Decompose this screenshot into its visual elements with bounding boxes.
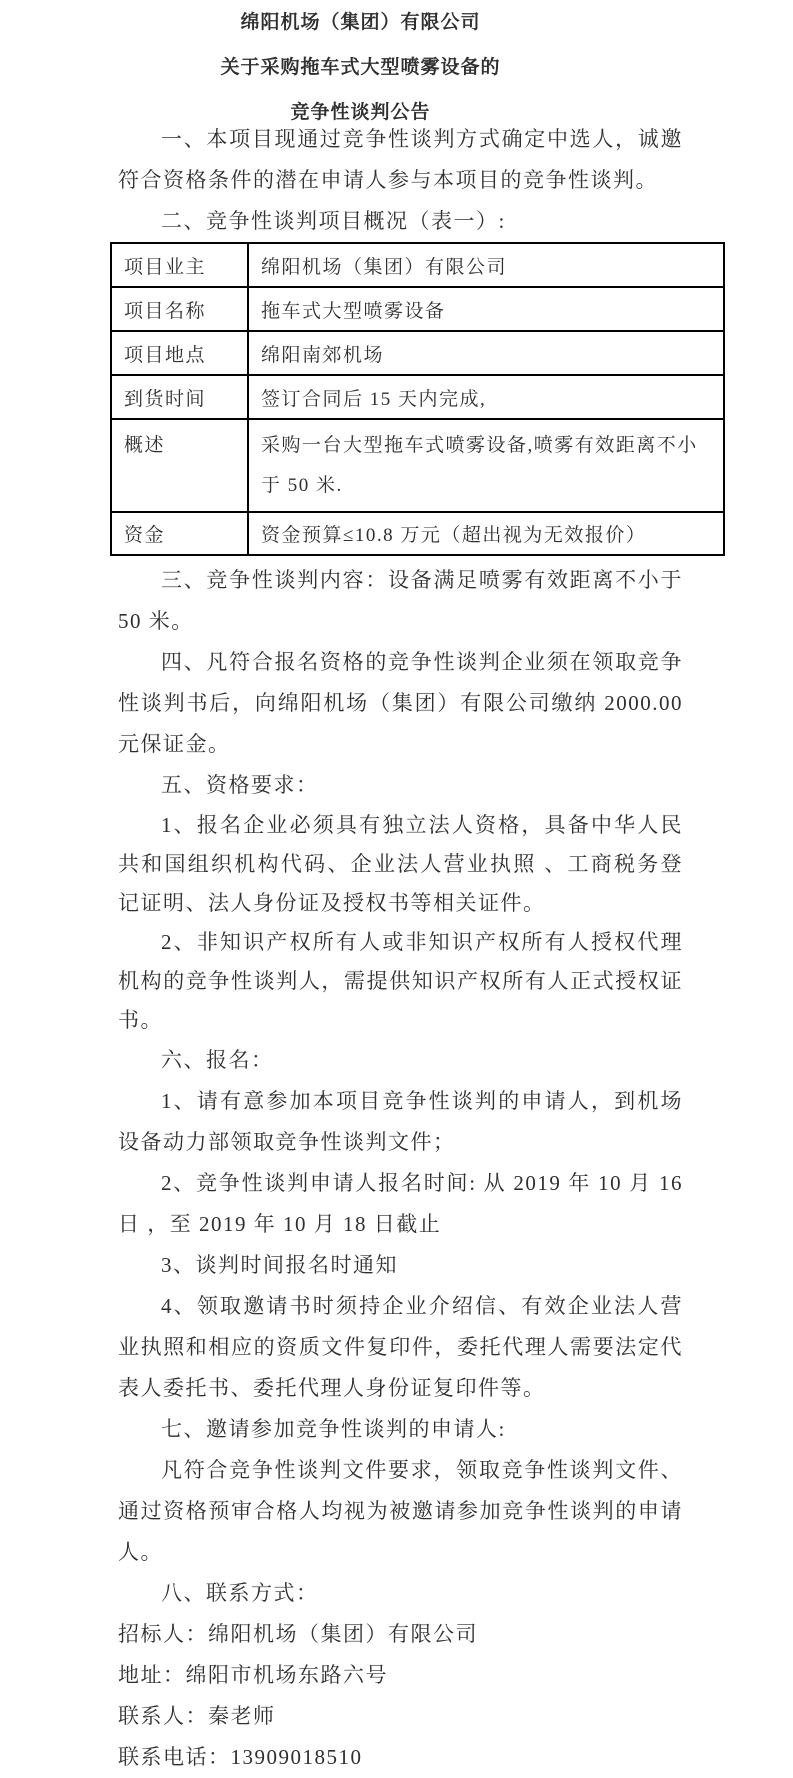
- row-value: 资金预算≤10.8 万元（超出视为无效报价）: [248, 512, 724, 555]
- section-5-title: 五、资格要求：: [161, 773, 319, 797]
- row-value: 绵阳南郊机场: [248, 331, 724, 375]
- contact-person: 联系人：秦老师: [118, 1704, 276, 1728]
- section-3-content: 三、竞争性谈判内容：设备满足喷雾有效距离不小于 50 米。: [118, 568, 683, 633]
- section-4-deposit: 四、凡符合报名资格的竞争性谈判企业须在领取竞争性谈判书后，向绵阳机场（集团）有限公司缴纳 2000.00 元保证金。: [118, 650, 683, 756]
- row-value: 拖车式大型喷雾设备: [248, 287, 724, 331]
- row-label: 到货时间: [111, 375, 248, 419]
- document-title-type: 竞争性谈判公告: [290, 102, 431, 123]
- row-value: 采购一台大型拖车式喷雾设备,喷雾有效距离不小于 50 米.: [248, 419, 724, 512]
- announcement-document: [110, 0, 698, 1778]
- section-1-intro: 一、本项目现通过竞争性谈判方式确定中选人，诚邀符合资格条件的潜在申请人参与本项目的竞争性谈判。: [118, 127, 683, 192]
- document-title-subject: 关于采购拖车式大型喷雾设备的: [220, 57, 501, 78]
- section-6-item-1: 1、请有意参加本项目竞争性谈判的申请人，到机场设备动力部领取竞争性谈判文件；: [118, 1089, 683, 1154]
- contact-address: 地址：绵阳市机场东路六号: [118, 1663, 388, 1687]
- document-header: [110, 0, 611, 135]
- section-6-item-4: 4、领取邀请书时须持企业介绍信、有效企业法人营业执照和相应的资质文件复印件，委托代理人需要法定代表人委托书、委托代理人身份证复印件等。: [118, 1294, 683, 1400]
- table-row-delivery: [111, 375, 724, 419]
- row-label: 资金: [111, 512, 248, 555]
- section-7-title: 七、邀请参加竞争性谈判的申请人:: [161, 1417, 506, 1441]
- row-value: 绵阳机场（集团）有限公司: [248, 243, 724, 287]
- section-7-body: 凡符合竞争性谈判文件要求，领取竞争性谈判文件、通过资格预审合格人均视为被邀请参加竞争性谈判的申请人。: [118, 1458, 683, 1564]
- row-label: 概述: [111, 419, 248, 512]
- project-overview-table: [110, 242, 725, 556]
- section-5-item-1: 1、报名企业必须具有独立法人资格，具备中华人民共和国组织机构代码、企业法人营业执照 、工商税务登记证明、法人身份证及授权书等相关证件。: [118, 813, 683, 915]
- section-6-title: 六、报名：: [161, 1048, 274, 1072]
- row-value: 签订合同后 15 天内完成,: [248, 375, 724, 419]
- section-2-table-intro: 二、竞争性谈判项目概况（表一）:: [161, 209, 506, 233]
- table-row-location: [111, 331, 724, 375]
- table-row-name: [111, 287, 724, 331]
- table-row-owner: [111, 243, 724, 287]
- contact-phone: 联系电话：13909018510: [118, 1745, 363, 1769]
- table-row-budget: [111, 512, 724, 555]
- row-label: 项目业主: [111, 243, 248, 287]
- table-row-overview: [111, 419, 724, 512]
- section-6-item-3: 3、谈判时间报名时通知: [161, 1253, 398, 1277]
- document-title-company: 绵阳机场（集团）有限公司: [240, 12, 481, 33]
- section-6-item-2: 2、竞争性谈判申请人报名时间: 从 2019 年 10 月 16 日 ，至 2019 年 10 月 18 日截止: [118, 1171, 683, 1236]
- section-8-title: 八、联系方式：: [161, 1581, 319, 1605]
- contact-bidder: 招标人：绵阳机场（集团）有限公司: [118, 1622, 478, 1646]
- row-label: 项目名称: [111, 287, 248, 331]
- row-label: 项目地点: [111, 331, 248, 375]
- contact-block: [110, 1614, 683, 1778]
- section-5-item-2: 2、非知识产权所有人或非知识产权所有人授权代理机构的竞争性谈判人，需提供知识产权所有人正式授权证书。: [118, 930, 683, 1032]
